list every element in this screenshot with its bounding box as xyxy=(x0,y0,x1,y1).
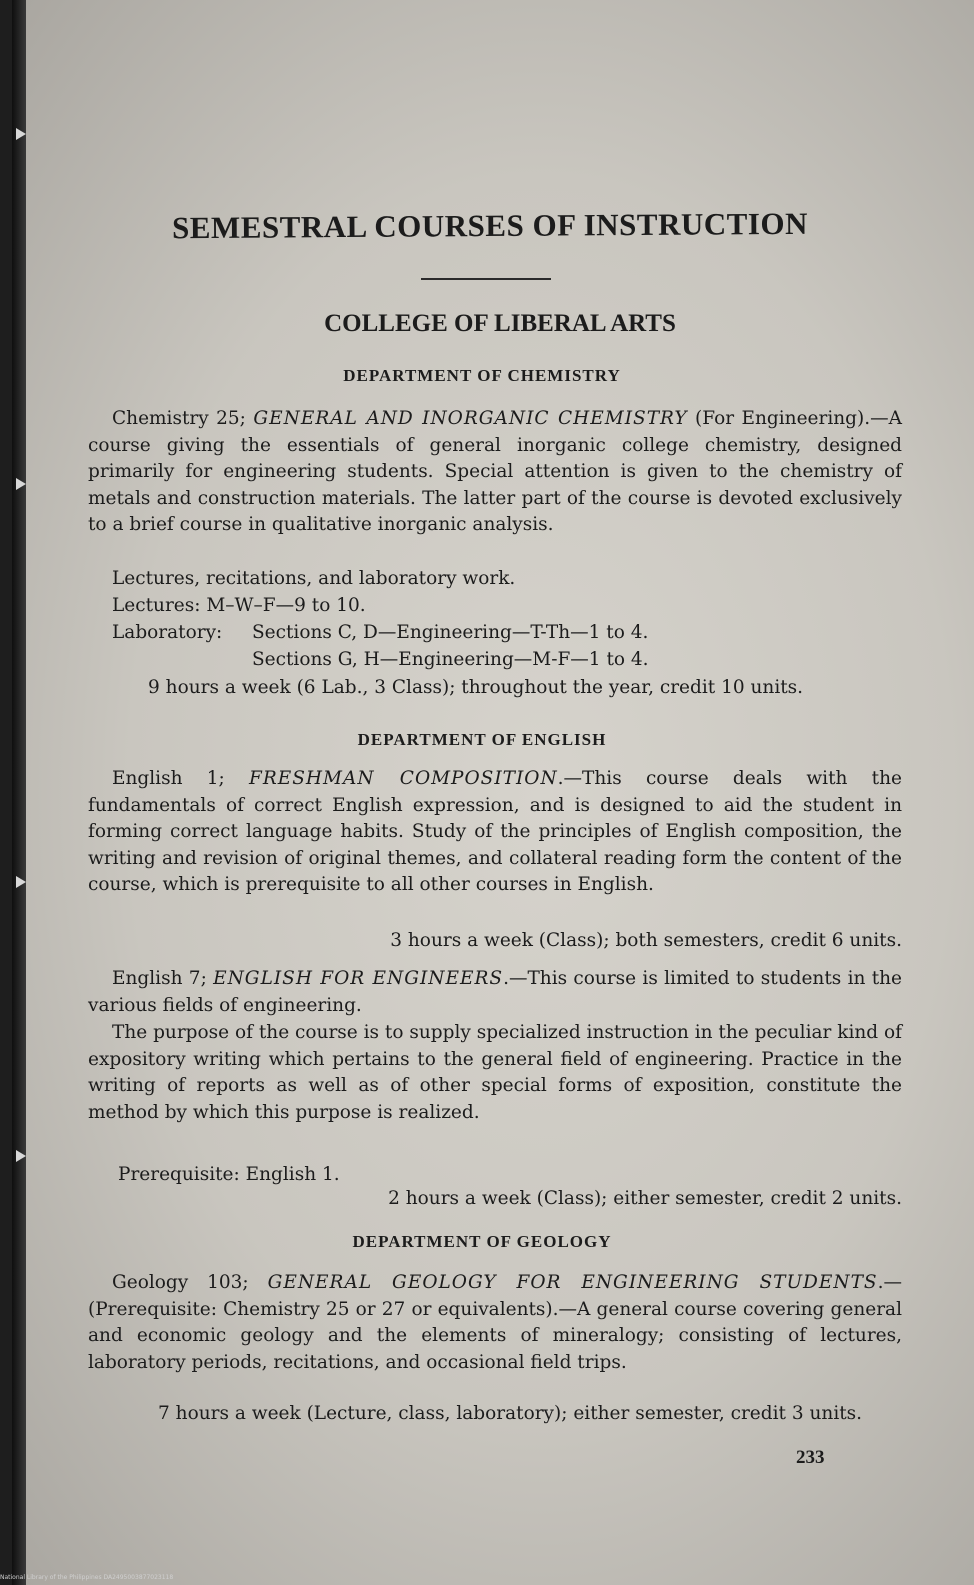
college-heading: COLLEGE OF LIBERAL ARTS xyxy=(324,310,676,337)
chemistry-lab-section: Sections C, D—Engineering—T-Th—1 to 4. xyxy=(252,622,649,643)
chemistry-lab-section: Sections G, H—Engineering—M-F—1 to 4. xyxy=(252,649,649,670)
course-description: .—This course is limited to students in the various fields of engineering. xyxy=(88,968,902,1016)
english-7-description xyxy=(88,966,902,1019)
course-title: FRESHMAN COMPOSITION xyxy=(248,768,558,789)
course-description: (For Engineering).—A course giving the essentials of general inorganic college chemistry, designed primarily for engineering students. Special attention is given to the chemistry of metals and construction materials. The latter part of the course is devoted exclusively to a brief course in qualitative inorganic analysis. xyxy=(88,408,902,535)
english-1-description xyxy=(88,766,902,899)
document-page xyxy=(12,0,974,1585)
department-heading-chemistry: DEPARTMENT OF CHEMISTRY xyxy=(343,366,621,385)
geology-103-description xyxy=(88,1270,902,1376)
chemistry-hours: 9 hours a week (6 Lab., 3 Class); throughout the year, credit 10 units. xyxy=(148,677,804,698)
english-7-hours: 2 hours a week (Class); either semester, credit 2 units. xyxy=(388,1188,902,1209)
geology-hours: 7 hours a week (Lecture, class, laboratory); either semester, credit 3 units. xyxy=(158,1403,863,1424)
page-number: 233 xyxy=(796,1447,825,1468)
page-title: SEMESTRAL COURSES OF INSTRUCTION xyxy=(171,205,809,246)
scan-footer: National Library of the Philippines DA2495003877023118 xyxy=(0,1574,174,1581)
department-heading-geology: DEPARTMENT OF GEOLOGY xyxy=(352,1232,612,1251)
course-title: GENERAL AND INORGANIC CHEMISTRY xyxy=(253,408,688,429)
course-description: .—(Prerequisite: Chemistry 25 or 27 or equivalents).—A general course covering general and economic geology and the elements of mineralogy; consisting of lectures, laboratory periods, recitations, and occasional field trips. xyxy=(88,1272,902,1373)
english-1-hours: 3 hours a week (Class); both semesters, credit 6 units. xyxy=(390,930,902,951)
course-title: GENERAL GEOLOGY FOR ENGINEERING STUDENTS xyxy=(267,1272,878,1293)
course-title: ENGLISH FOR ENGINEERS xyxy=(213,968,504,989)
chemistry-lectures: Lectures: M–W–F—9 to 10. xyxy=(112,595,366,616)
course-code: Geology 103; xyxy=(112,1272,268,1293)
course-code: English 7; xyxy=(112,968,214,989)
english-7-purpose: The purpose of the course is to supply specialized instruction in the peculiar kind of expository writing which pertains to the general field of engineering. Practice in the writing of reports as well as of other special forms of exposition, constitute the method by which this purpose is realized. xyxy=(88,1022,902,1123)
course-description: .—This course deals with the fundamentals of correct English expression, and is designed to aid the student in forming correct language habits. Study of the principles of English composition, the writing and revision of original themes, and collateral reading form the content of the course, which is prerequisite to all other courses in English. xyxy=(88,768,902,895)
book-spine xyxy=(12,0,26,1585)
chemistry-25-description xyxy=(88,406,902,539)
chemistry-format: Lectures, recitations, and laboratory work. xyxy=(112,568,516,589)
department-heading-english: DEPARTMENT OF ENGLISH xyxy=(357,730,607,749)
english-7-prerequisite: Prerequisite: English 1. xyxy=(118,1164,340,1185)
course-code: Chemistry 25; xyxy=(112,408,254,429)
title-divider xyxy=(421,278,551,280)
chemistry-lab-label: Laboratory: xyxy=(112,622,223,643)
course-code: English 1; xyxy=(112,768,249,789)
